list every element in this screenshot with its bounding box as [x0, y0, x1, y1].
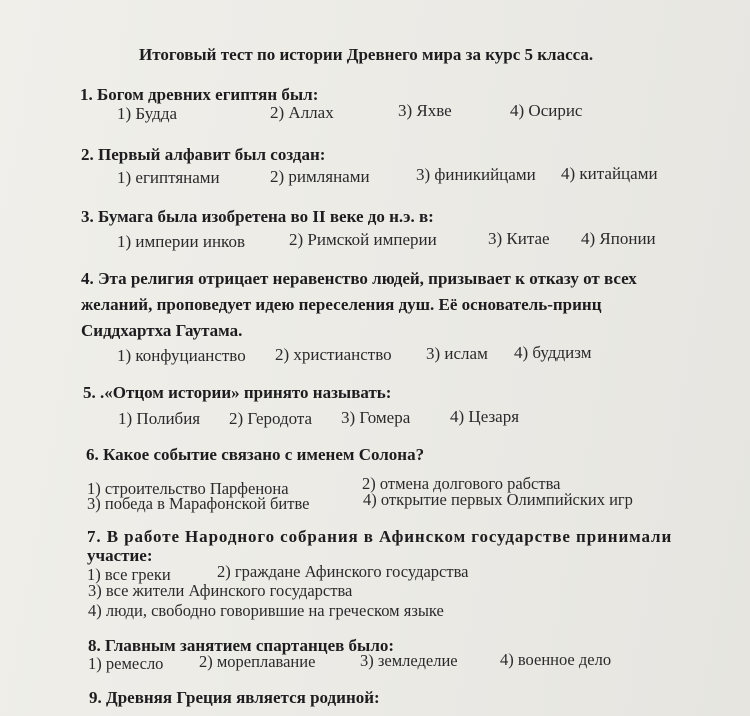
question-3-option-4: 4) Японии	[581, 229, 656, 248]
question-3-option-3: 3) Китае	[488, 229, 550, 248]
question-2-option-2: 2) римлянами	[270, 167, 370, 186]
question-7-line-2: участие:	[87, 546, 153, 565]
question-4-option-3: 3) ислам	[426, 344, 488, 363]
question-8-option-1: 1) ремесло	[88, 654, 164, 673]
question-7-option-3: 3) все жители Афинского государства	[88, 581, 353, 600]
question-5-option-2: 2) Геродота	[229, 409, 313, 428]
question-6-option-2: 2) отмена долгового рабства	[362, 474, 561, 493]
question-5-text: 5. .«Отцом истории» принято называть:	[83, 383, 392, 402]
question-6-option-1: 1) строительство Парфенона	[87, 479, 289, 498]
question-2-option-3: 3) финикийцами	[416, 165, 536, 184]
question-7-option-4: 4) люди, свободно говорившие на греческом языке	[88, 601, 444, 620]
question-7-option-2: 2) граждане Афинского государства	[217, 562, 469, 581]
question-1-option-3: 3) Яхве	[398, 101, 452, 120]
question-8-option-4: 4) военное дело	[500, 650, 612, 669]
page-title: Итоговый тест по истории Древнего мира за курс 5 класса.	[139, 45, 594, 64]
question-6-option-4: 4) открытие первых Олимпийских игр	[363, 490, 633, 509]
question-8-option-3: 3) земледелие	[360, 651, 458, 670]
question-3-option-2: 2) Римской империи	[289, 230, 437, 249]
question-4-option-2: 2) христианство	[275, 345, 392, 364]
question-3-text: 3. Бумага была изобретена во II веке до н.э. в:	[81, 207, 434, 226]
question-1-text: 1. Богом древних египтян был:	[80, 85, 319, 104]
question-7-option-1: 1) все греки	[87, 565, 171, 584]
question-1-option-1: 1) Будда	[117, 104, 178, 123]
question-5-option-4: 4) Цезаря	[450, 407, 520, 426]
question-2-option-4: 4) китайцами	[561, 164, 658, 183]
question-8-option-2: 2) мореплавание	[199, 652, 316, 671]
question-4-option-4: 4) буддизм	[514, 343, 592, 362]
question-2-option-1: 1) египтянами	[117, 168, 220, 187]
question-9-text: 9. Древняя Греция является родиной:	[89, 688, 380, 707]
question-4-line-3: Сиддхартха Гаутама.	[81, 321, 243, 340]
question-4-option-1: 1) конфуцианство	[117, 346, 246, 365]
question-4-line-2: желаний, проповедует идею переселения душ. Её основатель-принц	[81, 295, 602, 314]
question-8-text: 8. Главным занятием спартанцев было:	[88, 636, 395, 655]
question-1-option-4: 4) Осирис	[510, 101, 583, 120]
question-6-option-3: 3) победа в Марафонской битве	[87, 494, 310, 513]
question-4-line-1: 4. Эта религия отрицает неравенство людей, призывает к отказу от всех	[81, 269, 637, 288]
question-2-text: 2. Первый алфавит был создан:	[81, 145, 326, 164]
question-3-option-1: 1) империи инков	[117, 232, 245, 251]
question-7-line-1: 7. В работе Народного собрания в Афинском государстве принимали	[87, 527, 673, 546]
question-5-option-1: 1) Полибия	[118, 409, 201, 428]
question-1-option-2: 2) Аллах	[270, 103, 334, 122]
question-5-option-3: 3) Гомера	[341, 408, 411, 427]
question-6-text: 6. Какое событие связано с именем Солона?	[86, 445, 425, 464]
